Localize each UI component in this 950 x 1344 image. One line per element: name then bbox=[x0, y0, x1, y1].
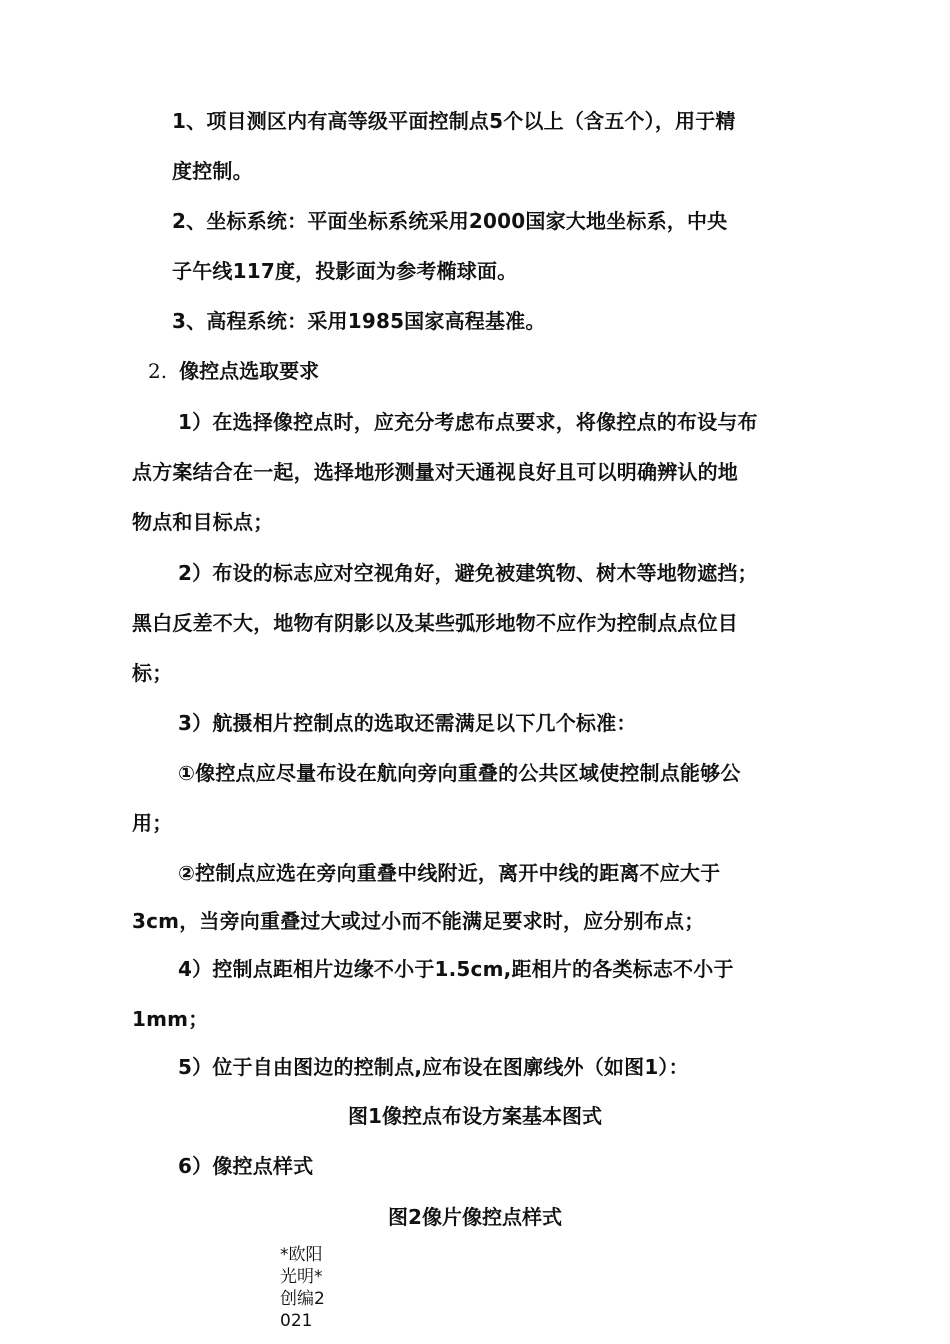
subitem-2-line-1: ②控制点应选在旁向重叠中线附近，离开中线的距离不应大于 bbox=[178, 861, 721, 885]
paragraph-2-line-1: 2）布设的标志应对空视角好，避免被建筑物、树木等地物遮挡； bbox=[178, 561, 758, 585]
subitem-2-line-2: 3cm，当旁向重叠过大或过小而不能满足要求时，应分别布点； bbox=[132, 909, 705, 933]
subitem-1-line-2: 用； bbox=[132, 811, 173, 835]
footer-signature: *欧阳光明*创编2021 bbox=[280, 1245, 325, 1331]
section-number: 2. bbox=[148, 359, 168, 383]
paragraph-1-line-1: 1）在选择像控点时，应充分考虑布点要求，将像控点的布设与布 bbox=[178, 410, 758, 434]
paragraph-4-line-2: 1mm； bbox=[132, 1007, 209, 1031]
paragraph-1-line-2: 点方案结合在一起，选择地形测量对天通视良好且可以明确辨认的地 bbox=[132, 460, 738, 484]
paragraph-6-line-1: 6）像控点样式 bbox=[178, 1154, 314, 1178]
paragraph-2-line-3: 标； bbox=[132, 661, 173, 685]
requirement-item-2-continued: 子午线117度，投影面为参考椭球面。 bbox=[172, 259, 518, 283]
paragraph-4-line-1: 4）控制点距相片边缘不小于1.5cm,距相片的各类标志不小于 bbox=[178, 957, 734, 981]
section-title: 像控点选取要求 bbox=[179, 359, 320, 383]
requirement-item-1-continued: 度控制。 bbox=[172, 159, 253, 183]
requirement-item-1: 1、项目测区内有高等级平面控制点5个以上（含五个），用于精 bbox=[172, 109, 736, 133]
requirement-item-2: 2、坐标系统：平面坐标系统采用2000国家大地坐标系，中央 bbox=[172, 209, 728, 233]
subitem-1-line-1: ①像控点应尽量布设在航向旁向重叠的公共区域使控制点能够公 bbox=[178, 761, 741, 785]
paragraph-2-line-2: 黑白反差不大，地物有阴影以及某些弧形地物不应作为控制点点位目 bbox=[132, 611, 738, 635]
paragraph-1-line-3: 物点和目标点； bbox=[132, 510, 274, 534]
figure-1-caption: 图1像控点布设方案基本图式 bbox=[348, 1104, 602, 1128]
paragraph-3-line-1: 3）航摄相片控制点的选取还需满足以下几个标准： bbox=[178, 711, 637, 735]
requirement-item-3: 3、高程系统：采用1985国家高程基准。 bbox=[172, 309, 546, 333]
paragraph-5-line-1: 5）位于自由图边的控制点,应布设在图廓线外（如图1）： bbox=[178, 1055, 689, 1079]
section-heading bbox=[148, 358, 319, 384]
figure-2-caption: 图2像片像控点样式 bbox=[388, 1205, 562, 1229]
